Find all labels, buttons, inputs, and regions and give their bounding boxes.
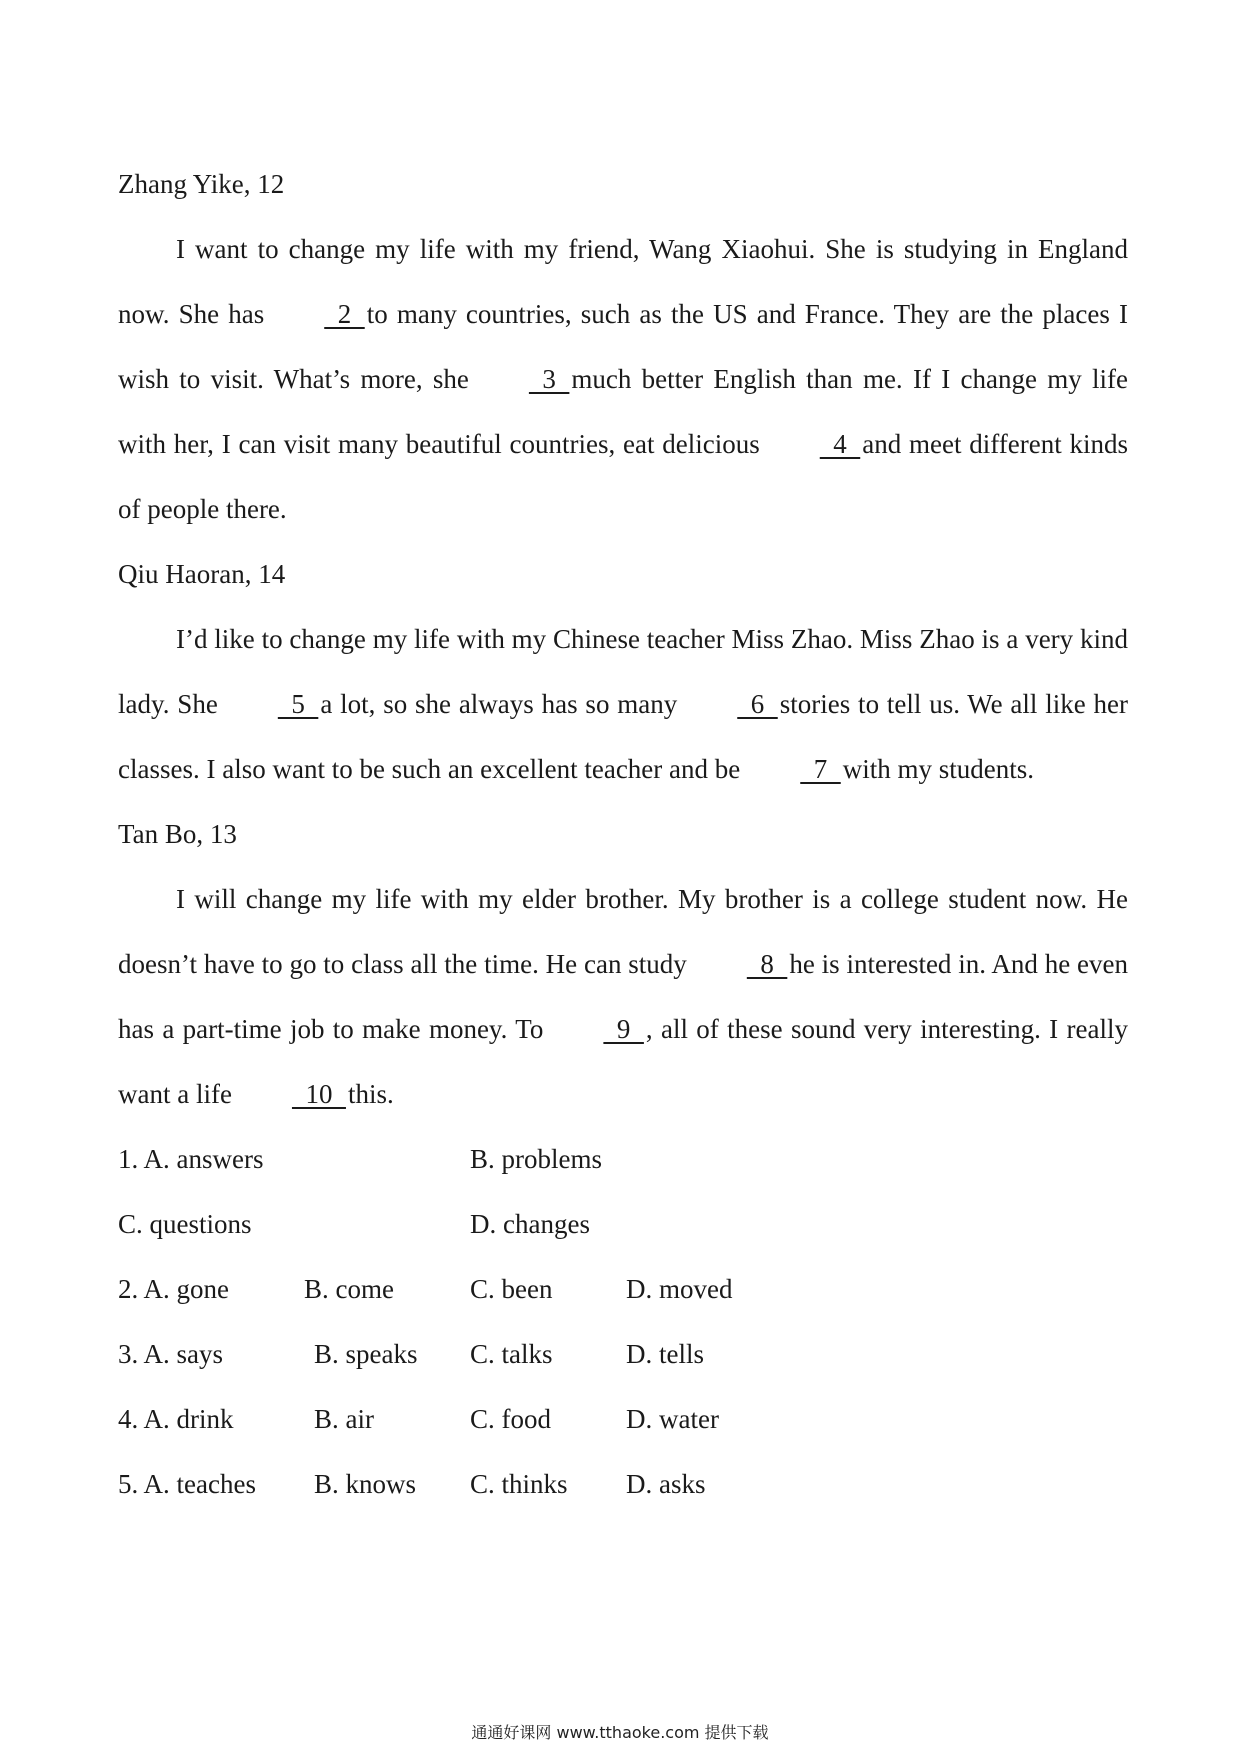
option-row bbox=[118, 1192, 1128, 1257]
paragraph-text: to many countries, such as the US and France. They are the places I wish to visit. What’s more, she bbox=[118, 299, 1128, 394]
section-heading: Qiu Haoran, 14 bbox=[118, 559, 286, 589]
option-choice: C. thinks bbox=[470, 1469, 568, 1499]
option-choice: 2. A. gone bbox=[118, 1274, 229, 1304]
option-row bbox=[118, 1257, 1128, 1322]
option-choice: C. food bbox=[470, 1404, 551, 1434]
option-choice: D. changes bbox=[470, 1209, 590, 1239]
option-choice: D. moved bbox=[626, 1274, 733, 1304]
paragraph-text: this. bbox=[347, 1079, 394, 1109]
paragraph-text: much better English than me. If I change my life with her, I can visit many beautiful countries, eat delicious bbox=[118, 364, 1128, 459]
option-choice: D. asks bbox=[626, 1469, 706, 1499]
answer-blank: 7 bbox=[800, 754, 841, 784]
option-choice: B. problems bbox=[470, 1144, 602, 1174]
option-choice: C. talks bbox=[470, 1339, 553, 1369]
option-row bbox=[118, 1322, 1128, 1387]
option-row bbox=[118, 1387, 1128, 1452]
footer-watermark: 通通好课网 www.tthaoke.com 提供下载 bbox=[471, 1723, 769, 1742]
document-body bbox=[118, 152, 1128, 1517]
answer-blank: 8 bbox=[746, 949, 788, 979]
section-heading: Tan Bo, 13 bbox=[118, 819, 237, 849]
answer-blank: 9 bbox=[603, 1014, 644, 1044]
option-choice: B. knows bbox=[314, 1469, 417, 1499]
option-row bbox=[118, 1127, 1128, 1192]
option-choice: 3. A. says bbox=[118, 1339, 224, 1369]
option-row bbox=[118, 1452, 1128, 1517]
paragraph-text: and meet different kinds of people there. bbox=[118, 429, 1129, 524]
paragraph-text: stories to tell us. We all like her classes. I also want to be such an excellent teacher and be bbox=[118, 689, 1128, 784]
option-choice: D. water bbox=[626, 1404, 719, 1434]
section-paragraph bbox=[118, 867, 1128, 1127]
option-choice: 1. A. answers bbox=[118, 1144, 264, 1174]
option-choice: C. questions bbox=[118, 1209, 252, 1239]
paragraph-text: I will change my life with my elder brother. My brother is a college student now. He doesn’t have to go to class all the time. He can study bbox=[118, 884, 1128, 979]
passage bbox=[118, 152, 1128, 1127]
answer-blank: 5 bbox=[277, 689, 319, 719]
answer-blank: 4 bbox=[819, 429, 861, 459]
section-heading: Zhang Yike, 12 bbox=[118, 169, 285, 199]
section-paragraph bbox=[118, 607, 1128, 802]
answer-blank: 2 bbox=[324, 299, 365, 329]
option-choice: B. air bbox=[314, 1404, 374, 1434]
paragraph-text: I’d like to change my life with my Chinese teacher Miss Zhao. Miss Zhao is a very kind lady. She bbox=[118, 624, 1128, 719]
answer-options bbox=[118, 1127, 1128, 1517]
paragraph-text: with my students. bbox=[842, 754, 1035, 784]
option-choice: B. come bbox=[304, 1274, 394, 1304]
answer-blank: 3 bbox=[528, 364, 570, 394]
answer-blank: 6 bbox=[737, 689, 778, 719]
option-choice: C. been bbox=[470, 1274, 553, 1304]
paragraph-text: a lot, so she always has so many bbox=[320, 689, 678, 719]
paragraph-text: he is interested in. And he even has a part-time job to make money. To bbox=[118, 949, 1128, 1044]
paragraph-text: , all of these sound very interesting. I really want a life bbox=[118, 1014, 1128, 1109]
answer-blank: 10 bbox=[291, 1079, 346, 1109]
option-choice: 5. A. teaches bbox=[118, 1469, 256, 1499]
option-choice: 4. A. drink bbox=[118, 1404, 234, 1434]
section-paragraph bbox=[118, 217, 1128, 542]
paragraph-text: I want to change my life with my friend, Wang Xiaohui. She is studying in England now. She has bbox=[118, 234, 1128, 329]
option-choice: D. tells bbox=[626, 1339, 704, 1369]
option-choice: B. speaks bbox=[314, 1339, 418, 1369]
